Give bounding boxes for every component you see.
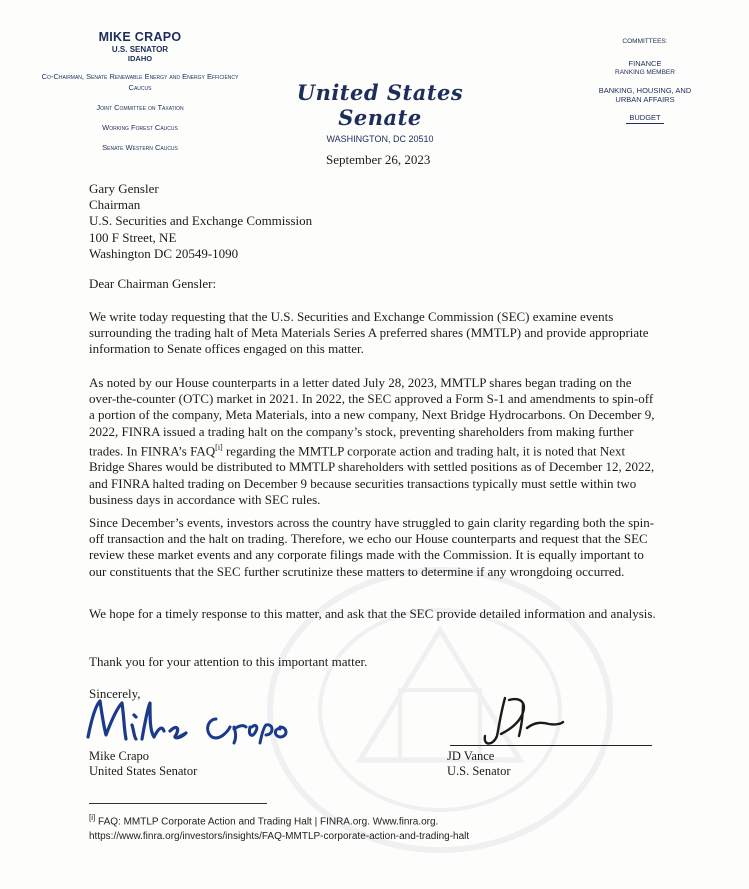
vance-signature [475, 692, 565, 748]
sender-block [40, 30, 240, 162]
committees-heading: COMMITTEES: [622, 38, 668, 45]
sender-title: U.S. SENATOR [111, 45, 169, 54]
committee-item [590, 59, 700, 77]
paragraph-1: We write today requesting that the U.S. Securities and Exchange Commission (SEC) examine events surrounding the trading halt of Meta Materials Series A preferred shares (MMTLP) and provide appropriate information to Senate offices engaged on this matter. [89, 309, 649, 357]
committee-divider [626, 123, 664, 124]
salutation: Dear Chairman Gensler: [89, 276, 217, 291]
letterhead-city: WASHINGTON, DC 20510 [326, 134, 434, 144]
sender-state: IDAHO [127, 54, 153, 63]
recipient-line: Chairman [89, 197, 141, 213]
committee-name: BUDGET [629, 113, 661, 122]
caucus-item: Senate Western Caucus [102, 143, 178, 152]
letterhead [260, 80, 500, 144]
caucus-list [40, 71, 240, 153]
footnote-url: https://www.finra.org/investors/insights/FAQ-MMTLP-corporate-action-and-trading-halt [89, 831, 470, 843]
recipient-address [89, 181, 312, 262]
signature-line [450, 745, 652, 746]
committee-item [590, 113, 700, 124]
paragraph-2-text-b: regarding the MMTLP corporate action and trading halt, it is noted that Next Bridge Shares would be distributed to MMTLP shareholders with settled positions as of December 12, 2022, and FINRA halted trading on December 9 because securities transactions typically must settle within two business days in accordance with SEC rules. [89, 443, 655, 507]
footnote-text: FAQ: MMTLP Corporate Action and Trading Halt | FINRA.org. Www.finra.org. [95, 816, 439, 828]
committees-block [590, 38, 700, 133]
footnote-reference: [i] [215, 442, 223, 452]
recipient-line: 100 F Street, NE [89, 229, 177, 245]
signer-name: JD Vance [447, 749, 495, 763]
crapo-signature [84, 697, 314, 747]
signer-title: U.S. Senator [447, 764, 511, 778]
recipient-line: Gary Gensler [89, 181, 159, 196]
caucus-item: Co-Chairman, Senate Renewable Energy and Energy Efficiency Caucus [41, 72, 239, 92]
committee-role: RANKING MEMBER [615, 69, 675, 76]
closing: Sincerely, [89, 686, 141, 701]
caucus-item: Joint Committee on Taxation [96, 103, 184, 112]
recipient-line: U.S. Securities and Exchange Commission [89, 213, 313, 229]
signer-vance [447, 749, 511, 779]
signer-title: United States Senator [89, 764, 198, 778]
caucus-item: Working Forest Caucus [102, 123, 178, 132]
paragraph-2-text-a: As noted by our House counterparts in a letter dated July 28, 2023, MMTLP shares began trading on the over-the-counter (OTC) market in 2021. In 2022, the SEC approved a Form S-1 and amendments to spin-off a portion of the company, Meta Materials, into a new company, Next Bridge Hydrocarbons. On December 9, 2022, FINRA issued a trading halt on the company’s stock, preventing shareholders from making further trades. In FINRA’s FAQ [89, 375, 655, 459]
paragraph-4: We hope for a timely response to this matter, and ask that the SEC provide detailed information and analysis. [89, 606, 656, 621]
footnote-divider [89, 803, 267, 804]
footnote-marker: [i] [89, 813, 96, 822]
sender-name: MIKE CRAPO [98, 30, 182, 44]
paragraph-2 [89, 375, 661, 508]
footnote [89, 810, 709, 844]
recipient-line: Washington DC 20549-1090 [89, 245, 239, 261]
letter-date: September 26, 2023 [326, 152, 431, 167]
committee-name: BANKING, HOUSING, AND URBAN AFFAIRS [598, 86, 692, 104]
paragraph-3: Since December’s events, investors across the country have struggled to gain clarity regarding both the spin-off transaction and the halt on trading. Therefore, we echo our House counterparts and request that the SEC review these market events and any corporate filings made with the Commission. It is equally important to our constituents that the SEC further scrutinize these matters to determine if any wrongdoing occurred. [89, 515, 655, 579]
letterhead-title: United States Senate [296, 80, 464, 130]
signer-name: Mike Crapo [89, 749, 150, 763]
signer-crapo [89, 749, 197, 779]
paragraph-5: Thank you for your attention to this important matter. [89, 654, 368, 669]
committee-item [590, 86, 700, 104]
committee-name: FINANCE [628, 59, 662, 68]
